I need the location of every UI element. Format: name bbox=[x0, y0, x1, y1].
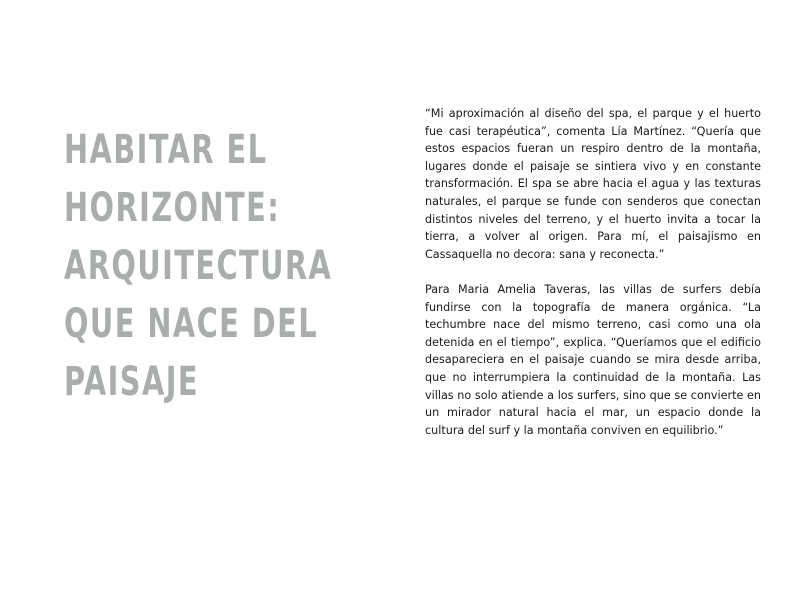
body-paragraph: Para Maria Amelia Taveras, las villas de surfers debía fundirse con la topografía de manera orgánica. “La techumbre nace del mismo terreno, casi como una ola detenida en el tiempo”, explica. “Queríamos que el edificio desapareciera en el paisaje cuando se mira desde arriba, que no interrumpiera la continuidad de la montaña. Las villas no solo atiende a los surfers, sino que se convierte en un mirador natural hacia el mar, un espacio donde la cultura del surf y la montaña conviven en equilibrio.” bbox=[425, 282, 761, 437]
title-line: ARQUITECTURA bbox=[64, 243, 333, 289]
title-line: PAISAJE bbox=[64, 359, 199, 405]
article-title bbox=[64, 121, 333, 411]
title-line: HABITAR EL bbox=[64, 127, 268, 173]
body-paragraph: “Mi aproximación al diseño del spa, el parque y el huerto fue casi terapéutica”, comenta Lía Martínez. “Quería que estos espacios fueran un respiro dentro de la montaña, lugares donde el paisaje se sintiera vivo y en constante transformación. El spa se abre hacia el agua y las texturas naturales, el parque se funde con senderos que conectan distintos niveles del terreno, y el huerto invita a tocar la tierra, a volver al origen. Para mí, el paisajismo en Cassaquella no decora: sana y reconecta.” bbox=[425, 107, 761, 261]
title-line: HORIZONTE: bbox=[64, 185, 281, 231]
article-body bbox=[425, 105, 761, 439]
title-line: QUE NACE DEL bbox=[64, 301, 319, 347]
